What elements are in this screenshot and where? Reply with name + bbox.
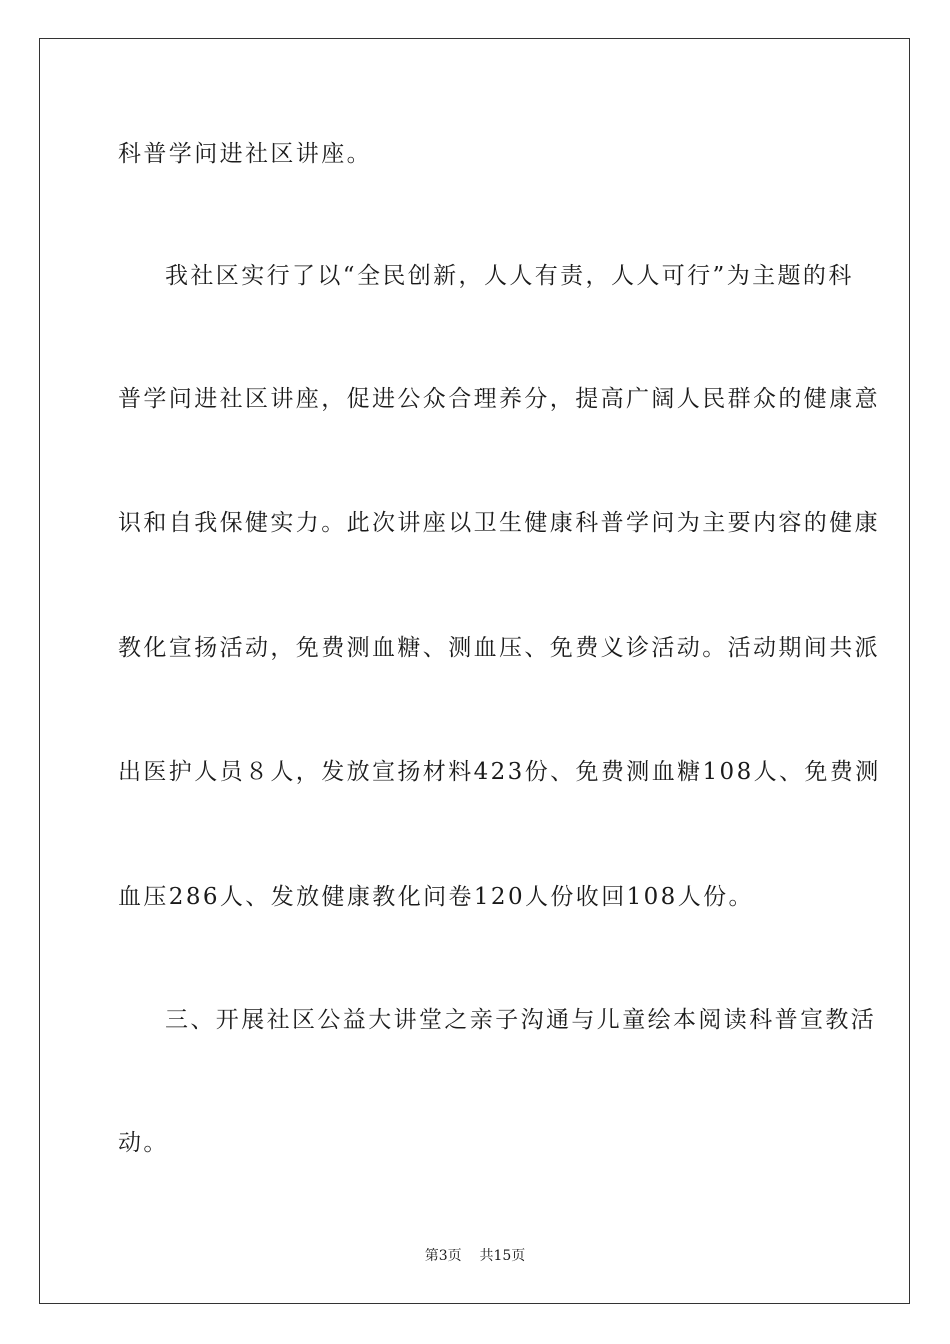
page-border xyxy=(39,38,910,1304)
page-number-footer: 第3页 共15页 xyxy=(424,1248,526,1264)
text-line-1: 科普学问进社区讲座。 xyxy=(118,141,372,167)
text-line-6: 出医护人员８人，发放宣扬材料423份、免费测血糖108人、免费测 xyxy=(118,759,881,785)
text-line-4: 识和自我保健实力。此次讲座以卫生健康科普学问为主要内容的健康 xyxy=(118,510,880,536)
text-line-3: 普学问进社区讲座，促进公众合理养分，提高广阔人民群众的健康意 xyxy=(118,386,880,412)
text-line-7: 血压286人、发放健康教化问卷120人份收回108人份。 xyxy=(118,884,754,910)
text-line-5: 教化宣扬活动，免费测血糖、测血压、免费义诊活动。活动期间共派 xyxy=(118,635,880,661)
text-line-8: 三、开展社区公益大讲堂之亲子沟通与儿童绘本阅读科普宣教活 xyxy=(165,1007,877,1033)
text-line-9: 动。 xyxy=(118,1130,169,1156)
text-line-2: 我社区实行了以“全民创新，人人有责，人人可行”为主题的科 xyxy=(165,263,854,289)
